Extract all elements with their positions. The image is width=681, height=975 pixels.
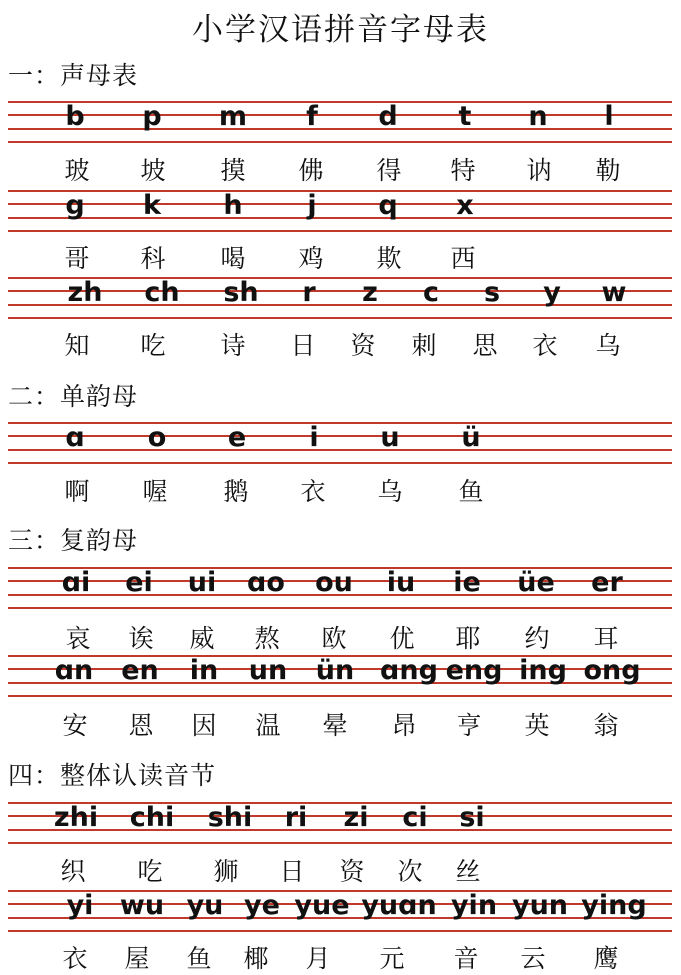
- hanzi-row-shengmu-2: [0, 239, 681, 273]
- pinyin-e: e: [227, 422, 247, 453]
- pinyin-in: in: [189, 655, 219, 686]
- hanzi-row-danyunmu: [0, 472, 681, 506]
- hanzi: 欺: [376, 244, 402, 273]
- hanzi: 元: [379, 944, 405, 973]
- pinyin-n: n: [528, 101, 548, 132]
- page-title: 小学汉语拼音字母表: [192, 12, 489, 48]
- hanzi: 鱼: [186, 944, 212, 973]
- hanzi: 思: [472, 331, 498, 360]
- pinyin-m: m: [218, 101, 248, 132]
- hanzi: 西: [450, 244, 476, 273]
- hanzi: 哥: [64, 244, 90, 273]
- hanzi: 摸: [220, 156, 246, 185]
- pinyin-sh: sh: [223, 277, 259, 308]
- staff-row-danyunmu: [8, 422, 672, 464]
- pinyin-yu: yu: [186, 890, 224, 921]
- pinyin-eng: eng: [445, 655, 503, 686]
- pinyin-r: r: [302, 277, 316, 308]
- hanzi: 昂: [391, 711, 417, 740]
- hanzi: 资: [350, 331, 376, 360]
- section-heading-zhengti: 四：整体认读音节: [8, 761, 217, 790]
- hanzi: 云: [520, 944, 546, 973]
- hanzi: 衣: [300, 477, 326, 506]
- hanzi: 熬: [254, 624, 280, 653]
- hanzi: 日: [279, 857, 305, 886]
- pinyin-x: x: [456, 190, 474, 221]
- pinyin-ri: ri: [284, 802, 308, 833]
- hanzi: 耶: [455, 624, 481, 653]
- pinyin-o: o: [147, 422, 167, 453]
- pinyin-ong: ong: [583, 655, 641, 686]
- hanzi: 讷: [526, 156, 552, 185]
- pinyin-h: h: [223, 190, 243, 221]
- hanzi: 诗: [220, 331, 246, 360]
- hanzi: 威: [189, 624, 215, 653]
- pinyin-ying: ying: [581, 890, 647, 921]
- section-heading-danyunmu: 二：单韵母: [8, 382, 139, 411]
- pinyin-vn: ün: [315, 655, 355, 686]
- hanzi: 啊: [64, 477, 90, 506]
- hanzi: 刺: [411, 331, 437, 360]
- pinyin-z: z: [362, 277, 378, 308]
- hanzi: 鹰: [593, 944, 619, 973]
- pinyin-ai: ɑi: [61, 567, 91, 598]
- pinyin-b: b: [65, 101, 85, 132]
- pinyin-j: j: [307, 190, 317, 221]
- hanzi: 得: [376, 156, 402, 185]
- pinyin-zi: zi: [343, 802, 369, 833]
- hanzi: 亨: [456, 711, 482, 740]
- hanzi: 因: [191, 711, 217, 740]
- pinyin-shi: shi: [207, 802, 253, 833]
- hanzi-row-fuyunmu-2: [0, 706, 681, 740]
- pinyin-y: y: [543, 277, 561, 308]
- pinyin-er: er: [591, 567, 623, 598]
- pinyin-ou: ou: [315, 567, 353, 598]
- hanzi: 喝: [220, 244, 246, 273]
- pinyin-ui: ui: [187, 567, 217, 598]
- hanzi: 坡: [140, 156, 166, 185]
- pinyin-v: ü: [461, 422, 481, 453]
- pinyin-w: w: [601, 277, 627, 308]
- hanzi-row-zhengti-1: [0, 852, 681, 886]
- hanzi: 勒: [595, 156, 621, 185]
- pinyin-zhi: zhi: [53, 802, 99, 833]
- hanzi: 喔: [142, 477, 168, 506]
- pinyin-f: f: [306, 101, 318, 132]
- pinyin-u: u: [380, 422, 400, 453]
- hanzi-row-fuyunmu-1: [0, 619, 681, 653]
- hanzi: 狮: [213, 857, 239, 886]
- hanzi: 乌: [377, 477, 403, 506]
- pinyin-ie: ie: [453, 567, 481, 598]
- hanzi: 诶: [128, 624, 154, 653]
- pinyin-iu: iu: [386, 567, 416, 598]
- pinyin-yin: yin: [450, 890, 498, 921]
- pinyin-l: l: [604, 101, 614, 132]
- pinyin-zh: zh: [67, 277, 103, 308]
- pinyin-c: c: [422, 277, 440, 308]
- pinyin-ang: ɑng: [380, 655, 438, 686]
- pinyin-i: i: [309, 422, 319, 453]
- pinyin-yue: yue: [294, 890, 350, 921]
- section-heading-fuyunmu: 三：复韵母: [8, 526, 139, 555]
- pinyin-si: si: [459, 802, 485, 833]
- pinyin-wu: wu: [119, 890, 165, 921]
- hanzi: 次: [397, 857, 423, 886]
- hanzi-row-shengmu-1: [0, 151, 681, 185]
- staff-row-fuyunmu-1: [8, 567, 672, 609]
- pinyin-s: s: [483, 277, 501, 308]
- pinyin-ao: ɑo: [247, 567, 285, 598]
- hanzi: 优: [389, 624, 415, 653]
- pinyin-ci: ci: [402, 802, 428, 833]
- staff-row-shengmu-2: [8, 190, 672, 232]
- hanzi: 玻: [64, 156, 90, 185]
- hanzi: 晕: [322, 711, 348, 740]
- hanzi-row-shengmu-3: [0, 326, 681, 360]
- hanzi: 安: [62, 711, 88, 740]
- hanzi-row-zhengti-2: [0, 939, 681, 973]
- hanzi: 耳: [593, 624, 619, 653]
- pinyin-yun: yun: [511, 890, 569, 921]
- hanzi: 特: [450, 156, 476, 185]
- pinyin-g: g: [65, 190, 85, 221]
- hanzi: 鸡: [298, 244, 324, 273]
- hanzi: 吃: [140, 331, 166, 360]
- pinyin-p: p: [142, 101, 162, 132]
- staff-row-fuyunmu-2: [8, 655, 672, 697]
- hanzi: 鹅: [223, 477, 249, 506]
- pinyin-t: t: [458, 101, 472, 132]
- hanzi: 欧: [321, 624, 347, 653]
- hanzi: 衣: [532, 331, 558, 360]
- hanzi: 哀: [65, 624, 91, 653]
- hanzi: 资: [339, 857, 365, 886]
- staff-row-shengmu-3: [8, 277, 672, 319]
- pinyin-en: en: [121, 655, 159, 686]
- hanzi: 屋: [124, 944, 150, 973]
- hanzi: 日: [290, 331, 316, 360]
- pinyin-un: un: [248, 655, 288, 686]
- hanzi: 恩: [128, 711, 154, 740]
- pinyin-an: ɑn: [54, 655, 94, 686]
- pinyin-q: q: [378, 190, 398, 221]
- pinyin-ei: ei: [125, 567, 153, 598]
- pinyin-ch: ch: [144, 277, 180, 308]
- hanzi: 科: [140, 244, 166, 273]
- staff-row-zhengti-2: [8, 890, 672, 932]
- hanzi: 椰: [243, 944, 269, 973]
- hanzi: 英: [524, 711, 550, 740]
- hanzi: 吃: [137, 857, 163, 886]
- pinyin-yi: yi: [66, 890, 94, 921]
- pinyin-ing: ing: [519, 655, 567, 686]
- hanzi: 约: [524, 624, 550, 653]
- hanzi: 知: [64, 331, 90, 360]
- pinyin-ye: ye: [244, 890, 280, 921]
- pinyin-chi: chi: [129, 802, 175, 833]
- pinyin-a: ɑ: [65, 422, 85, 453]
- hanzi: 温: [255, 711, 281, 740]
- staff-row-shengmu-1: [8, 101, 672, 143]
- hanzi: 翁: [593, 711, 619, 740]
- hanzi: 鱼: [458, 477, 484, 506]
- hanzi: 乌: [595, 331, 621, 360]
- section-heading-shengmu: 一：声母表: [8, 61, 139, 90]
- pinyin-ve: üe: [517, 567, 555, 598]
- hanzi: 音: [453, 944, 479, 973]
- hanzi: 衣: [62, 944, 88, 973]
- hanzi: 丝: [455, 857, 481, 886]
- staff-row-zhengti-1: [8, 802, 672, 844]
- pinyin-k: k: [143, 190, 161, 221]
- hanzi: 佛: [298, 156, 324, 185]
- hanzi: 月: [305, 944, 331, 973]
- pinyin-yuan: yuɑn: [361, 890, 437, 921]
- hanzi: 织: [60, 857, 86, 886]
- pinyin-d: d: [378, 101, 398, 132]
